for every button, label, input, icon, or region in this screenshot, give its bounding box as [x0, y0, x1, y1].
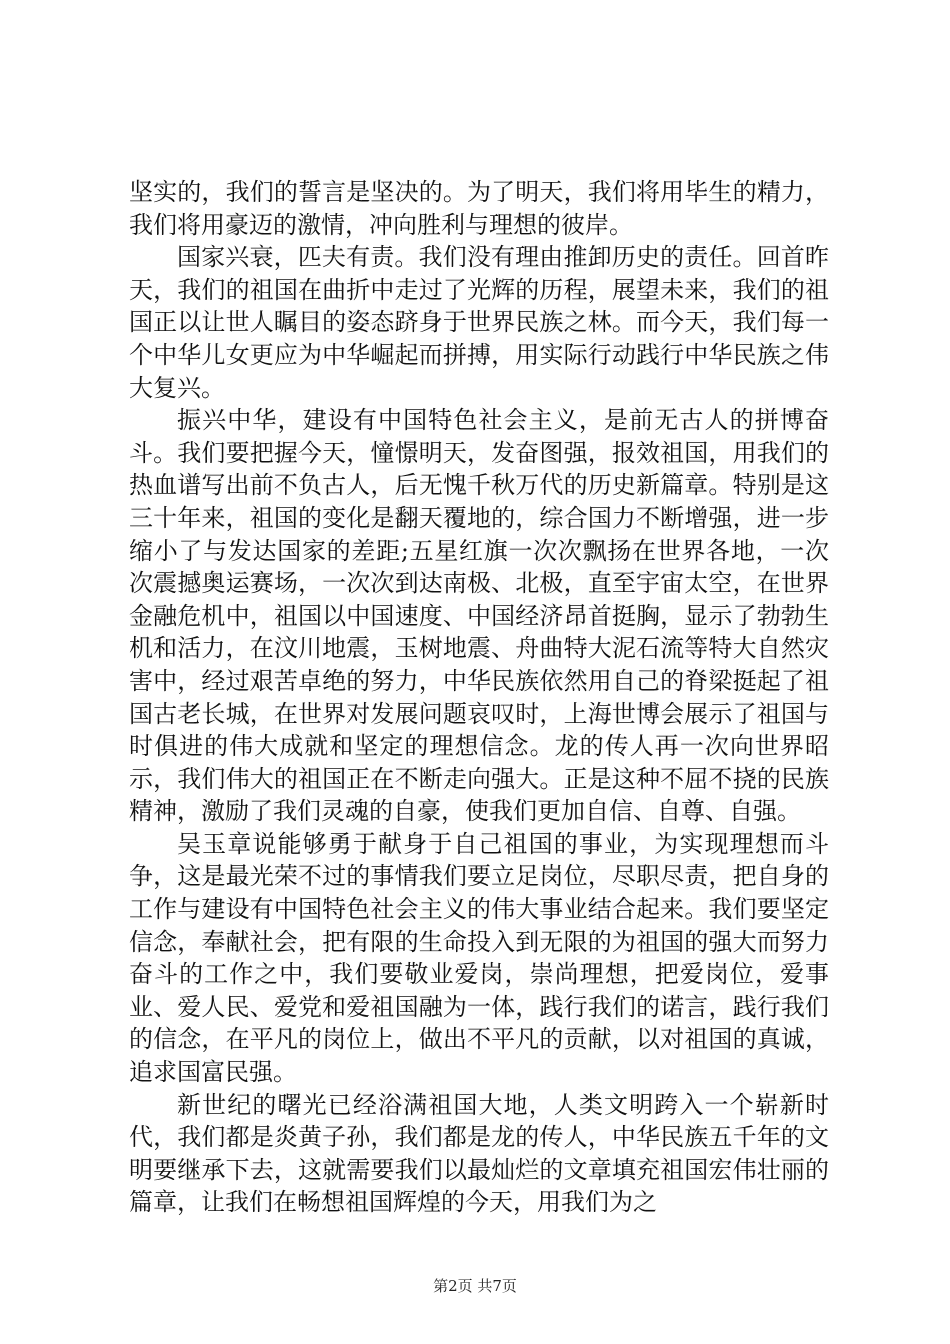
- paragraph-revitalize-china: 振兴中华，建设有中国特色社会主义，是前无古人的拼博奋斗。我们要把握今天，憧憬明天，发奋图强，报效祖国，用我们的热血谱写出前不负古人，后无愧千秋万代的历史新篇章。特别是这三十年来，祖国的变化是翻天覆地的，综合国力不断增强，进一步缩小了与发达国家的差距;五星红旗一次次飘扬在世界各地，一次次震撼奥运赛场，一次次到达南极、北极，直至宇宙太空，在世界金融危机中，祖国以中国速度、中国经济昂首挺胸，显示了勃勃生机和活力，在汶川地震，玉树地震、舟曲特大泥石流等特大自然灾害中，经过艰苦卓绝的努力，中华民族依然用自己的脊梁挺起了祖国古老长城，在世界对发展问题哀叹时，上海世博会展示了祖国与时俱进的伟大成就和坚定的理想信念。龙的传人再一次向世界昭示，我们伟大的祖国正在不断走向强大。正是这种不屈不挠的民族精神，激励了我们灵魂的自豪，使我们更加自信、自尊、自强。: [129, 406, 829, 826]
- paragraph-new-century: 新世纪的曙光已经浴满祖国大地，人类文明跨入一个崭新时代，我们都是炎黄子孙，我们都是龙的传人，中华民族五千年的文明要继承下去，这就需要我们以最灿烂的文章填充祖国宏伟壮丽的篇章，让我们在畅想祖国辉煌的今天，用我们为之: [129, 1090, 829, 1217]
- paragraph-national-responsibility: 国家兴衰，匹夫有责。我们没有理由推卸历史的责任。回首昨天，我们的祖国在曲折中走过了光辉的历程，展望未来，我们的祖国正以让世人瞩目的姿态跻身于世界民族之林。而今天，我们每一个中华儿女更应为中华崛起而拼搏，用实际行动践行中华民族之伟大复兴。: [129, 243, 829, 402]
- paragraph-wu-yuzhang-quote: 吴玉章说能够勇于献身于自己祖国的事业，为实现理想而斗争，这是最光荣不过的事情我们要立足岗位，尽职尽责，把自身的工作与建设有中国特色社会主义的伟大事业结合起来。我们要坚定信念，奉献社会，把有限的生命投入到无限的为祖国的强大而努力奋斗的工作之中，我们要敬业爱岗，崇尚理想，把爱岗位，爱事业、爱人民、爱党和爱祖国融为一体，践行我们的诺言，践行我们的信念，在平凡的岗位上，做出不平凡的贡献，以对祖国的真诚，追求国富民强。: [129, 829, 829, 1087]
- paragraph-continuation: 坚实的，我们的誓言是坚决的。为了明天，我们将用毕生的精力，我们将用豪迈的激情，冲向胜利与理想的彼岸。: [129, 178, 829, 239]
- document-body: [129, 176, 829, 1219]
- page-number-footer: 第2页 共7页: [433, 1277, 517, 1295]
